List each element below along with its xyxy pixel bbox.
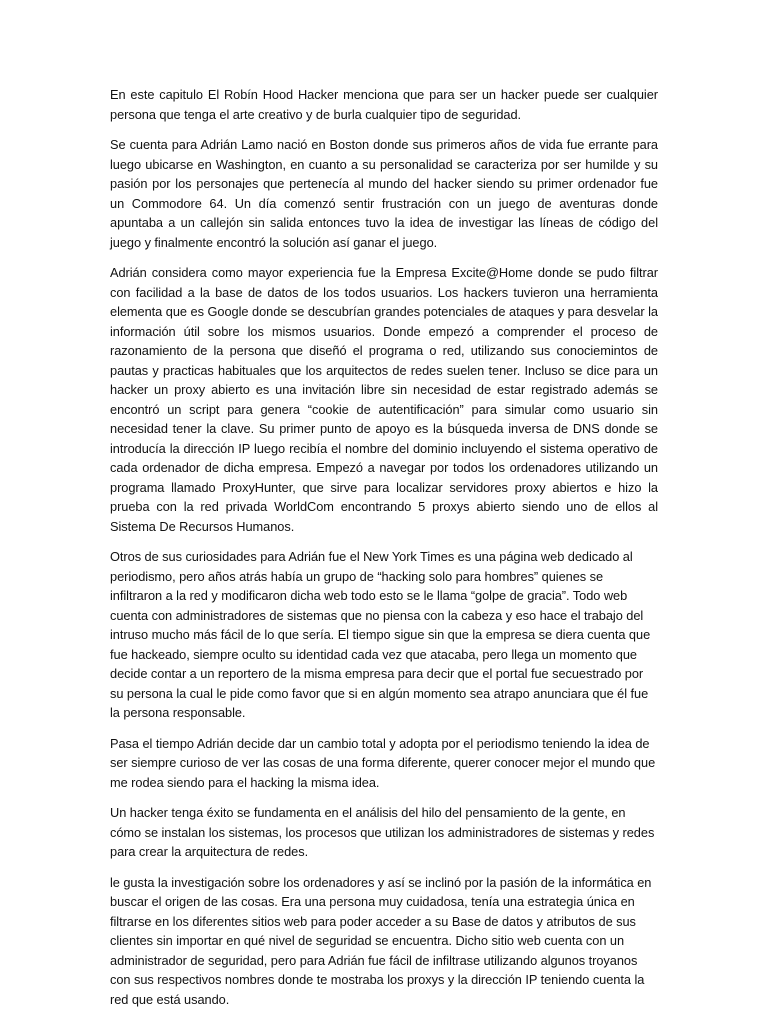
paragraph-biography: Se cuenta para Adrián Lamo nació en Boston donde sus primeros años de vida fue errante para luego ubicarse en Washington, en cuanto a su personalidad se caracteriza por ser humilde y su pasión por los personajes que pertenecía al mundo del hacker siendo su primer ordenador fue un Commodore 64. Un día comenzó sentir frustración con un juego de aventuras donde apuntaba a un callejón sin salida entonces tuvo la idea de investigar las líneas de código del juego y finalmente encontró la solución así ganar el juego. — [110, 137, 658, 250]
paragraph-investigation: le gusta la investigación sobre los ordenadores y así se inclinó por la pasión de la informática en buscar el origen de las cosas. Era una persona muy cuidadosa, tenía una estrategia única en filtrarse en los diferentes sitios web para poder acceder a su Base de datos y atributos de sus clientes sin importar en qué nivel de seguridad se encuentra. Dicho sitio web cuenta con un administrador de seguridad, pero para Adrián fue fácil de infiltrase utilizando algunos troyanos con sus respectivos nombres donde te mostraba los proxys y la dirección IP teniendo cuenta la red que está usando. — [110, 874, 652, 1007]
paragraph-new-york-times: Otros de sus curiosidades para Adrián fue el New York Times es una página web dedicado al periodismo, pero años atrás había un grupo de “hacking solo para hombres” quienes se infiltraron a la red y modificaron dicha web todo esto se le llama “golpe de gracia”. Todo web cuenta con administradores de sistemas que no piensa con la cabeza y eso hace el trabajo del intruso mucho más fácil de lo que sería. El tiempo sigue sin que la empresa se diera cuenta que fue hackeado, siempre oculto su identidad cada vez que atacaba, pero llega un momento que decide contar a un reportero de la misma empresa para decir que el portal fue secuestrado por su persona la cual le pide como favor que si en algún momento sea atrapo anunciara que él fue la persona responsable. — [110, 549, 651, 720]
paragraph-intro: En este capitulo El Robín Hood Hacker menciona que para ser un hacker puede ser cualquier persona que tenga el arte creativo y de burla cualquier tipo de seguridad. — [110, 87, 658, 122]
paragraph-excite-home: Adrián considera como mayor experiencia fue la Empresa Excite@Home donde se pudo filtrar con facilidad a la base de datos de los todos usuarios. Los hackers tuvieron una herramienta elementa que es Google donde se descubrían grandes potenciales de ataques y para desvelar la información útil sobre los mismos usuarios. Donde empezó a comprender el proceso de razonamiento de la persona que diseñó el programa o red, utilizando sus conociemintos de pautas y practicas habituales que los arquitectos de redes suelen tener. Incluso se dice para un hacker un proxy abierto es una invitación libre sin necesidad de estar registrado además se encontró un script para genera “cookie de autentificación” para simular como usuario sin necesidad tener la clave. Su primer punto de apoyo es la búsqueda inversa de DNS donde se introducía la dirección IP luego recibía el nombre del dominio incluyendo el sistema operativo de cada ordenador de dicha empresa. Empezó a navegar por todos los ordenadores utilizando un programa llamado ProxyHunter, que sirve para localizar servidores proxy abiertos e hizo la prueba con la red privada WorldCom encontrando 5 proxys abierto siendo uno de ellos al Sistema De Recursos Humanos. — [110, 265, 658, 534]
paragraph-hacker-success: Un hacker tenga éxito se fundamenta en el análisis del hilo del pensamiento de la gente, en cómo se instalan los sistemas, los procesos que utilizan los administradores de sistemas y redes para crear la arquitectura de redes. — [110, 805, 655, 859]
paragraph-journalism: Pasa el tiempo Adrián decide dar un cambio total y adopta por el periodismo teniendo la idea de ser siempre curioso de ver las cosas de una forma diferente, querer conocer mejor el mundo que me rodea siendo para el hacking la misma idea. — [110, 735, 656, 790]
